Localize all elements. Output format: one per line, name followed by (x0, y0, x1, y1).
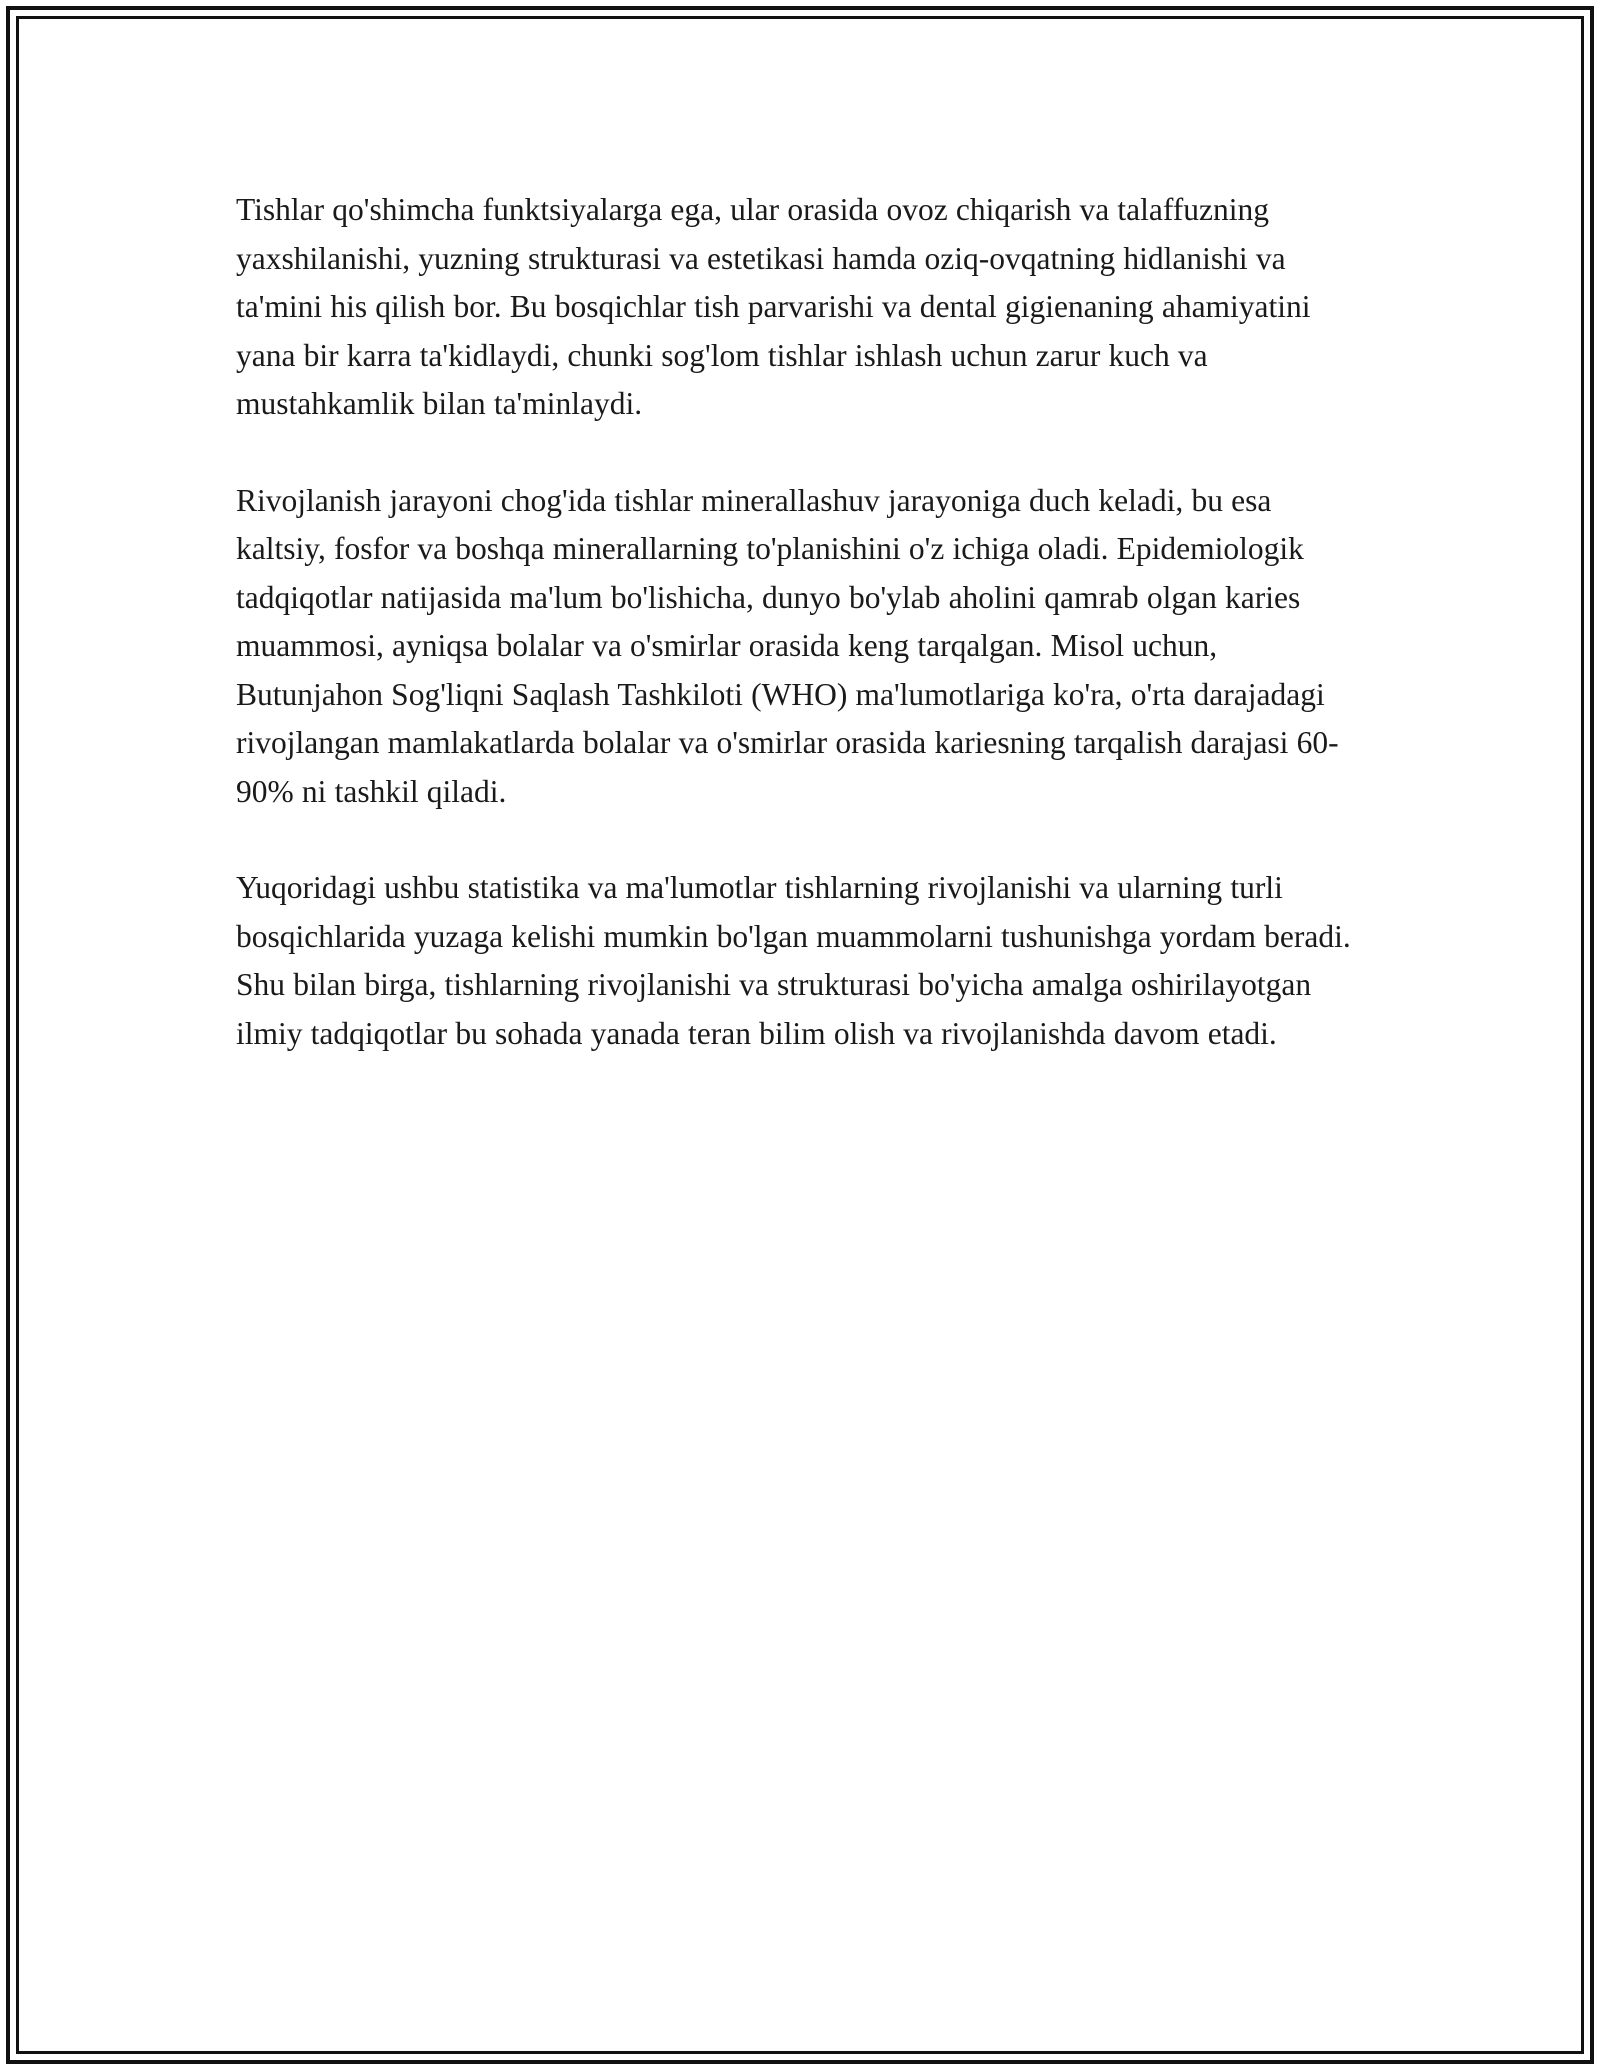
paragraph-1: Tishlar qo'shimcha funktsiyalarga ega, ular orasida ovoz chiqarish va talaffuzning yaxshilanishi, yuzning strukturasi va estetikasi hamda oziq-ovqatning hidlanishi va ta'mini his qilish bor. Bu bosqichlar tish parvarishi va dental gigienaning ahamiyatini yana bir karra ta'kidlaydi, chunki sog'lom tishlar ishlash uchun zarur kuch va mustahkamlik bilan ta'minlaydi. (236, 192, 1311, 421)
paragraph-2: Rivojlanish jarayoni chog'ida tishlar minerallashuv jarayoniga duch keladi, bu esa kaltsiy, fosfor va boshqa minerallarning to'planishini o'z ichiga oladi. Epidemiologik tadqiqotlar natijasida ma'lum bo'lishicha, dunyo bo'ylab aholini qamrab olgan karies muammosi, ayniqsa bolalar va o'smirlar orasida keng tarqalgan. Misol uchun, Butunjahon Sog'liqni Saqlash Tashkiloti (WHO) ma'lumotlariga ko'ra, o'rta darajadagi rivojlangan mamlakatlarda bolalar va o'smirlar orasida kariesning tarqalish darajasi 60-90% ni tashkil qiladi. (236, 482, 1339, 809)
paragraph-3: Yuqoridagi ushbu statistika va ma'lumotlar tishlarning rivojlanishi va ularning turli bosqichlarida yuzaga kelishi mumkin bo'lgan muammolarni tushunishga yordam beradi. Shu bilan birga, tishlarning rivojlanishi va strukturasi bo'yicha amalga oshirilayotgan ilmiy tadqiqotlar bu sohada yanada teran bilim olish va rivojlanishda davom etadi. (236, 870, 1351, 1051)
document-body (236, 186, 1366, 1106)
